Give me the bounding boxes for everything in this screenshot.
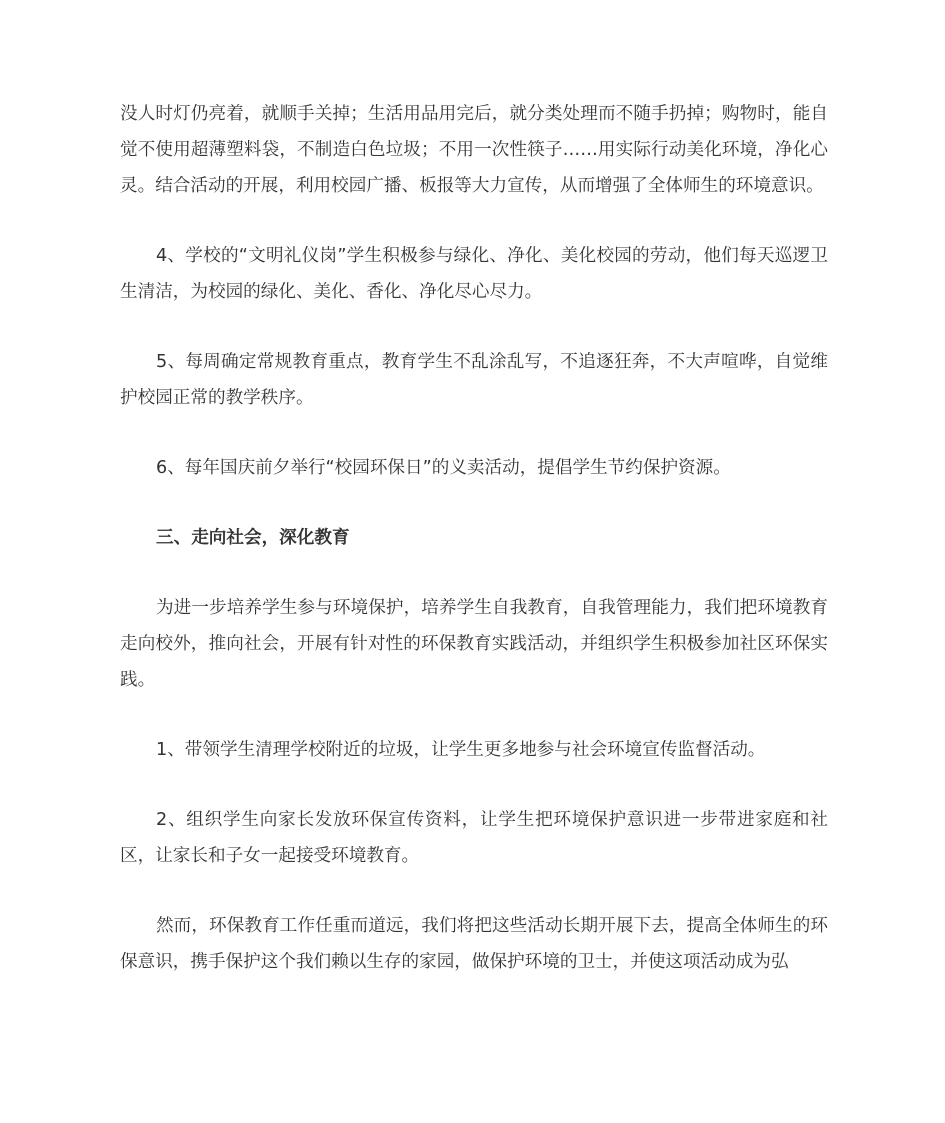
paragraph-item-4: 4、学校的“文明礼仪岗”学生积极参与绿化、净化、美化校园的劳动，他们每天巡逻卫生清洁，为校园的绿化、美化、香化、净化尽心尽力。 — [120, 246, 828, 302]
paragraph-item-2: 2、组织学生向家长发放环保宣传资料，让学生把环境保护意识进一步带进家庭和社区，让家长和子女一起接受环境教育。 — [120, 810, 828, 866]
paragraph-item-6: 6、每年国庆前夕举行“校园环保日”的义卖活动，提倡学生节约保护资源。 — [156, 458, 731, 478]
paragraph-continued: 没人时灯仍亮着，就顺手关掉；生活用品用完后，就分类处理而不随手扔掉；购物时，能自觉不使用超薄塑料袋，不制造白色垃圾；不用一次性筷子……用实际行动美化环境，净化心灵。结合活动的开展，利用校园广播、板报等大力宣传，从而增强了全体师生的环境意识。 — [120, 104, 828, 196]
document-page — [120, 96, 828, 980]
paragraph-section-intro: 为进一步培养学生参与环境保护，培养学生自我教育，自我管理能力，我们把环境教育走向校外，推向社会，开展有针对性的环保教育实践活动，并组织学生积极参加社区环保实践。 — [120, 598, 828, 690]
paragraph-item-1: 1、带领学生清理学校附近的垃圾，让学生更多地参与社会环境宣传监督活动。 — [156, 740, 766, 760]
paragraph-item-5: 5、每周确定常规教育重点，教育学生不乱涂乱写，不追逐狂奔，不大声喧哗，自觉维护校园正常的教学秩序。 — [120, 352, 828, 408]
paragraph-conclusion: 然而，环保教育工作任重而道远，我们将把这些活动长期开展下去，提高全体师生的环保意识，携手保护这个我们赖以生存的家园，做保护环境的卫士，并使这项活动成为弘 — [120, 916, 828, 972]
section-heading: 三、走向社会，深化教育 — [156, 528, 350, 548]
